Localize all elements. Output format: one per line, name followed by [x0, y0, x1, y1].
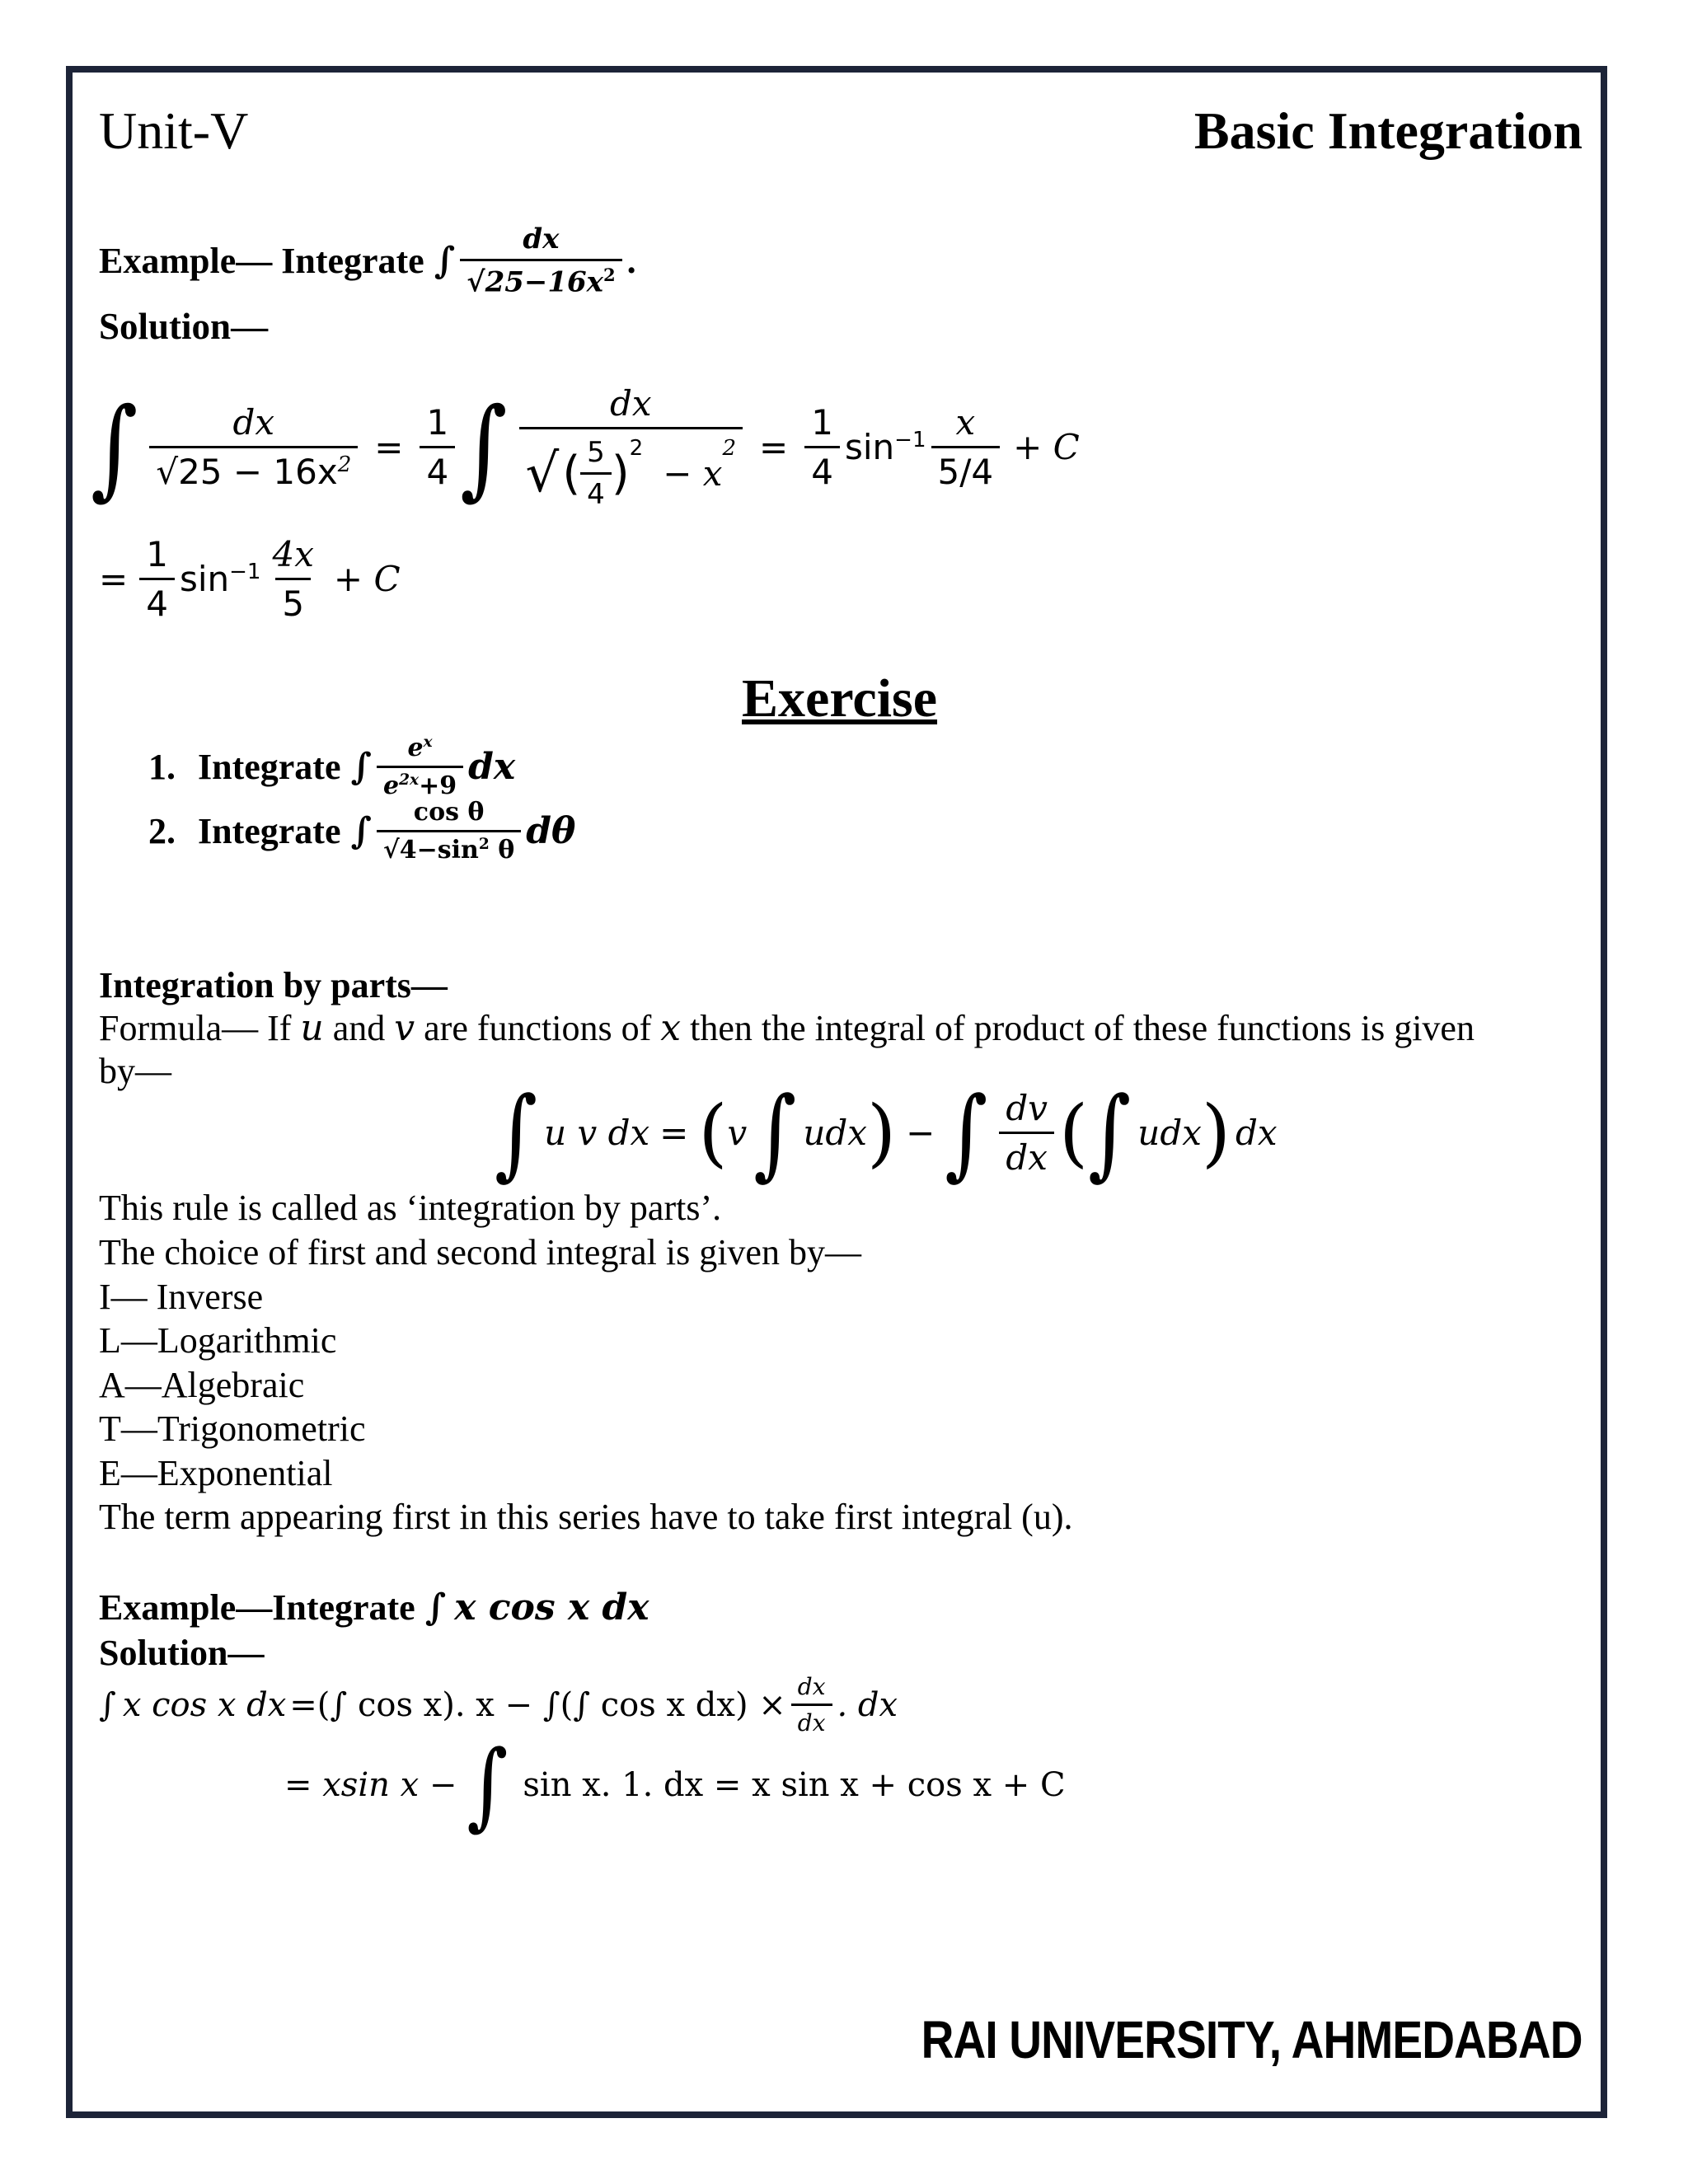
example2-solution-label: Solution—	[99, 1633, 265, 1673]
argument-fraction	[931, 402, 1001, 492]
fraction-numerator: 4x	[272, 534, 314, 574]
item-number: 1.	[148, 747, 176, 787]
integral-sign: ∫	[460, 383, 508, 511]
integral-sign: ∫	[91, 383, 138, 511]
minus-x-term: − x	[663, 453, 723, 494]
integral-sign: ∫	[434, 239, 456, 282]
coefficient-fraction	[804, 402, 840, 492]
fraction-denominator: √ ( $\frac{5}{4}$ ) $^2$ − x $^2$	[519, 427, 743, 511]
fraction-numerator: $e^x$	[407, 733, 433, 762]
fraction-numerator: 1	[811, 402, 833, 443]
step1-middle: =(∫ cos x). x − ∫(∫ cos x dx) ×	[289, 1685, 786, 1724]
solution-step-1	[91, 383, 1080, 511]
formula-udx: udx	[1137, 1113, 1202, 1153]
ilate-inverse: I— Inverse	[99, 1277, 264, 1317]
variable-x: x	[660, 1007, 682, 1049]
step1-lhs: x cos x dx	[122, 1685, 287, 1724]
example1-solution-label: Solution—	[99, 306, 269, 347]
period: .	[626, 240, 636, 281]
parts-formula	[495, 1074, 1278, 1191]
parts-heading: Integration by parts—	[99, 965, 448, 1005]
fraction-denominator: dx	[791, 1704, 832, 1736]
step1-fraction	[149, 402, 358, 492]
coefficient-fraction	[420, 402, 455, 492]
fraction-numerator: dx	[232, 402, 275, 443]
fraction-denominator: $e^{2x}+9$	[377, 766, 463, 800]
fraction-denominator: 5	[275, 578, 311, 624]
sqrt-symbol: √	[525, 443, 560, 504]
example1-label: Example— Integrate	[99, 240, 424, 281]
step2-lhs: = xsin x −	[284, 1766, 457, 1804]
equals-sign: =	[759, 427, 789, 467]
fraction-denominator: 5/4	[931, 446, 1001, 492]
example2-step-2	[284, 1729, 1066, 1841]
exercise2-fraction	[377, 798, 521, 865]
item-label: Integrate	[198, 811, 341, 851]
fraction-denominator: 4	[420, 446, 455, 492]
example2-label: Example—Integrate	[99, 1587, 415, 1628]
inner-fraction	[580, 436, 612, 511]
integral-sign: ∫	[99, 1685, 116, 1724]
example2-step-1	[99, 1673, 898, 1736]
arcsin: $\sin^{-1}$	[844, 427, 926, 467]
fraction-numerator: 1	[426, 402, 449, 443]
integral-sign: ∫	[495, 1074, 538, 1191]
formula-intro-continued: by—	[99, 1051, 171, 1091]
integral-sign: ∫	[753, 1074, 797, 1191]
fraction-denominator: $√25 - 16x^2$	[149, 446, 358, 492]
ilate-logarithmic: L—Logarithmic	[99, 1320, 337, 1361]
variable-u: u	[300, 1007, 324, 1049]
derivative-fraction	[999, 1088, 1054, 1178]
integral-sign: ∫	[467, 1729, 509, 1841]
series-text: The term appearing first in this series have to take first integral (u).	[99, 1497, 1073, 1537]
left-paren: (	[562, 447, 581, 500]
fraction-denominator: $√4-\sin^2$ θ	[377, 830, 521, 865]
ilate-trigonometric: T—Trigonometric	[99, 1408, 366, 1449]
denominator-text: 25−16x	[485, 265, 603, 299]
fraction-numerator: cos θ	[413, 798, 485, 827]
example1-statement	[99, 223, 636, 298]
fraction-numerator: 1	[146, 534, 168, 574]
formula-v: v	[727, 1113, 748, 1153]
fraction-numerator: dx	[523, 223, 560, 255]
fraction-numerator: dx	[609, 383, 652, 424]
formula-lhs: u v dx	[544, 1113, 650, 1153]
integral-sign: ∫	[945, 1074, 988, 1191]
fraction-denominator: $√25-16x^2$	[460, 259, 621, 298]
exercise-item-1	[148, 733, 515, 800]
equals-sign: =	[99, 559, 129, 599]
step2-rhs: sin x. 1. dx = x sin x + cos x + C	[523, 1766, 1066, 1804]
minus-sign: −	[906, 1113, 935, 1153]
fraction-numerator: dx	[797, 1673, 826, 1700]
fraction-numerator: dv	[1006, 1088, 1048, 1128]
left-paren: (	[1059, 1090, 1089, 1176]
argument-fraction	[265, 534, 320, 624]
equals-sign: =	[659, 1113, 689, 1153]
topic-title: Basic Integration	[1193, 101, 1582, 160]
example2-integral: x cos x dx	[454, 1586, 649, 1629]
step1b-fraction	[519, 383, 743, 511]
example2-statement	[99, 1586, 649, 1629]
right-paren: )	[611, 447, 630, 500]
constant-term: + C	[1013, 427, 1080, 467]
example1-fraction	[460, 223, 621, 298]
exercise1-fraction	[377, 733, 463, 800]
unit-label: Unit-V	[99, 101, 249, 160]
differential: dx	[468, 746, 516, 788]
fraction-denominator: 4	[804, 446, 840, 492]
variable-v: v	[394, 1007, 415, 1049]
step1-fraction	[791, 1673, 832, 1736]
step1-tail: . dx	[837, 1685, 898, 1724]
formula-udx: udx	[803, 1113, 867, 1153]
formula-dx: dx	[1236, 1113, 1278, 1153]
coefficient-fraction	[139, 534, 175, 624]
ilate-algebraic: A—Algebraic	[99, 1365, 305, 1405]
fraction-denominator: dx	[999, 1132, 1054, 1178]
item-number: 2.	[148, 811, 176, 851]
exercise-item-2	[148, 798, 575, 865]
equals-sign: =	[374, 427, 404, 467]
denominator-text: 25 − 16x	[178, 452, 338, 492]
solution-step-2	[99, 534, 401, 624]
right-paren: )	[1201, 1090, 1231, 1176]
integral-sign: ∫	[424, 1586, 447, 1629]
integral-sign: ∫	[1088, 1074, 1132, 1191]
institution-footer: RAI UNIVERSITY, AHMEDABAD	[921, 2010, 1582, 2069]
left-paren: (	[698, 1090, 728, 1176]
choice-text: The choice of first and second integral is given by—	[99, 1232, 861, 1272]
integral-sign: ∫	[350, 810, 372, 852]
item-label: Integrate	[198, 747, 341, 787]
rule-text: This rule is called as ‘integration by parts’.	[99, 1188, 722, 1228]
integral-sign: ∫	[350, 746, 372, 788]
exercise-heading: Exercise	[742, 668, 938, 729]
fraction-denominator: 4	[580, 472, 612, 511]
constant-term: + C	[333, 559, 401, 599]
arcsin: $\sin^{-1}$	[179, 559, 261, 599]
formula-intro: Formula— If u and v are functions of x then the integral of product of these functions is given	[99, 1007, 1475, 1049]
differential: dθ	[526, 810, 576, 852]
exponent: 2	[629, 436, 644, 461]
fraction-numerator: 5	[587, 436, 605, 469]
right-paren: )	[866, 1090, 897, 1176]
fraction-denominator: 4	[139, 578, 175, 624]
fraction-numerator: x	[955, 402, 976, 443]
ilate-exponential: E—Exponential	[99, 1453, 333, 1493]
